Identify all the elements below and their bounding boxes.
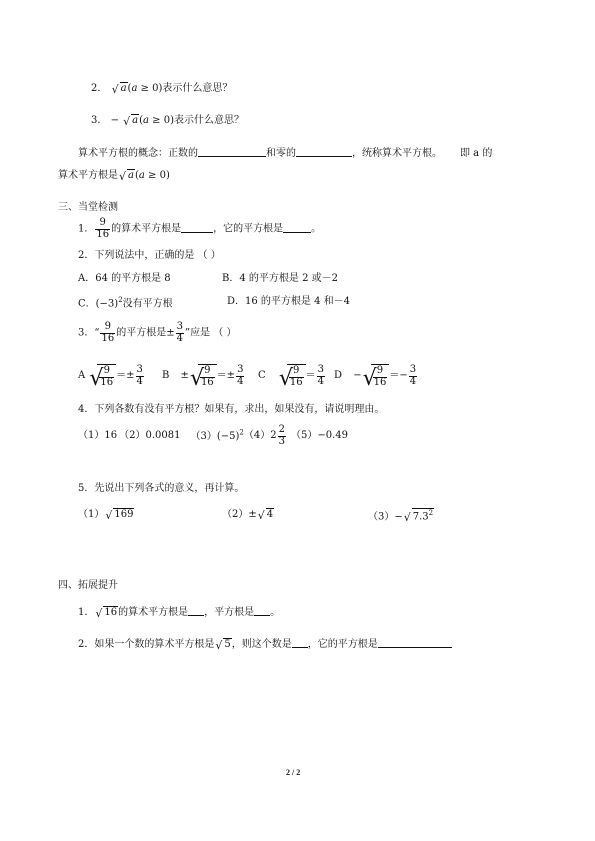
sqrt-symbol: √ $\frac{9}{16}$	[190, 364, 217, 388]
section-heading: 四、拓展提升	[58, 580, 118, 591]
q5-item-3: （3）−√ $7.3^2$	[368, 508, 434, 522]
q3-option-a: A √ $\frac{9}{16}$ ＝± $\frac{3}{4}$	[78, 364, 145, 388]
page-number: 2 / 2	[286, 768, 301, 777]
question-3: 3． − √ a(a ≥ 0)表示什么意思？	[91, 114, 244, 126]
section3-question-3: 3．“ $\frac{9}{16}$ 的平方根是± $\frac{3}{4}$ ”应是 （ ）	[78, 321, 237, 344]
section3-question-2: 2．下列说法中，正确的是 （ ）	[78, 250, 221, 261]
q5-item-1: （1）√ 169	[78, 508, 134, 520]
answer-blank[interactable]	[254, 606, 270, 616]
option-b: B．4 的平方根是 2 或－2	[222, 273, 338, 284]
concept-line-2: 算术平方根是√ a(a ≥ 0)	[58, 169, 170, 181]
answer-blank[interactable]	[181, 223, 213, 233]
answer-blank[interactable]	[292, 638, 308, 648]
sqrt-symbol: √ a	[119, 169, 135, 181]
section3-question-1: 1． $\frac{9}{16}$ 的算术平方根是 ，它的平方根是 。	[78, 217, 322, 240]
section3-question-4: 4．下列各数有没有平方根？如果有，求出，如果没有，请说明理由。	[78, 404, 385, 415]
q3-option-b: B ± √ $\frac{9}{16}$ ＝± $\frac{3}{4}$	[162, 364, 245, 388]
sqrt-symbol: √ 169	[105, 508, 134, 520]
section-heading: 三、当堂检测	[58, 202, 118, 213]
option-d: D．16 的平方根是 4 和－4	[227, 296, 351, 307]
q5-item-2: （2）±√ 4	[222, 508, 274, 520]
fraction: $\frac{9}{16}$	[101, 321, 115, 344]
sqrt-symbol: √ a	[112, 82, 128, 94]
sqrt-symbol: √ 5	[215, 638, 231, 650]
sqrt-symbol: √ a	[123, 114, 139, 126]
q3-option-c: C √ $\frac{9}{16}$ ＝ $\frac{3}{4}$	[258, 364, 326, 388]
sqrt-symbol: √ $\frac{9}{16}$	[89, 364, 116, 388]
section4-question-2: 2．如果一个数的算术平方根是√ 5，则这个数是 ，它的平方根是	[78, 638, 452, 650]
sqrt-symbol: √ $\frac{9}{16}$	[279, 364, 306, 388]
sqrt-symbol: √ $\frac{9}{16}$	[363, 364, 390, 388]
fraction: $\frac{2}{3}$	[278, 424, 285, 447]
question-2: 2． √ a(a ≥ 0)表示什么意思？	[91, 82, 232, 94]
answer-blank[interactable]	[188, 606, 204, 616]
fraction: $\frac{9}{16}$	[96, 217, 110, 240]
sqrt-symbol: √ $7.3^2$	[404, 508, 434, 522]
section4-question-1: 1．√ 16的算术平方根是 ，平方根是 。	[78, 606, 280, 618]
answer-blank[interactable]	[378, 638, 452, 648]
section3-question-5: 5．先说出下列各式的意义，再计算。	[78, 483, 245, 494]
answer-blank[interactable]	[296, 147, 352, 157]
option-c: C．$(-3)^2$没有平方根	[78, 296, 173, 310]
sqrt-symbol: √ 4	[258, 508, 274, 520]
q3-option-d: D − √ $\frac{9}{16}$ ＝− $\frac{3}{4}$	[334, 364, 418, 388]
fraction: $\frac{3}{4}$	[176, 321, 183, 344]
option-a: A．64 的平方根是 8	[78, 273, 171, 284]
sqrt-symbol: √ 16	[95, 606, 118, 618]
answer-blank[interactable]	[198, 147, 266, 157]
answer-blank[interactable]	[283, 223, 311, 233]
concept-line-1: 算术平方根的概念：正数的 和零的 ，统称算术平方根。 即 a 的	[78, 148, 493, 159]
q4-items: （1）16 （2）0.0081 $(3)(-5)^2(4)2$ $\frac{2}{3}$ （5）−0.49	[78, 424, 348, 447]
